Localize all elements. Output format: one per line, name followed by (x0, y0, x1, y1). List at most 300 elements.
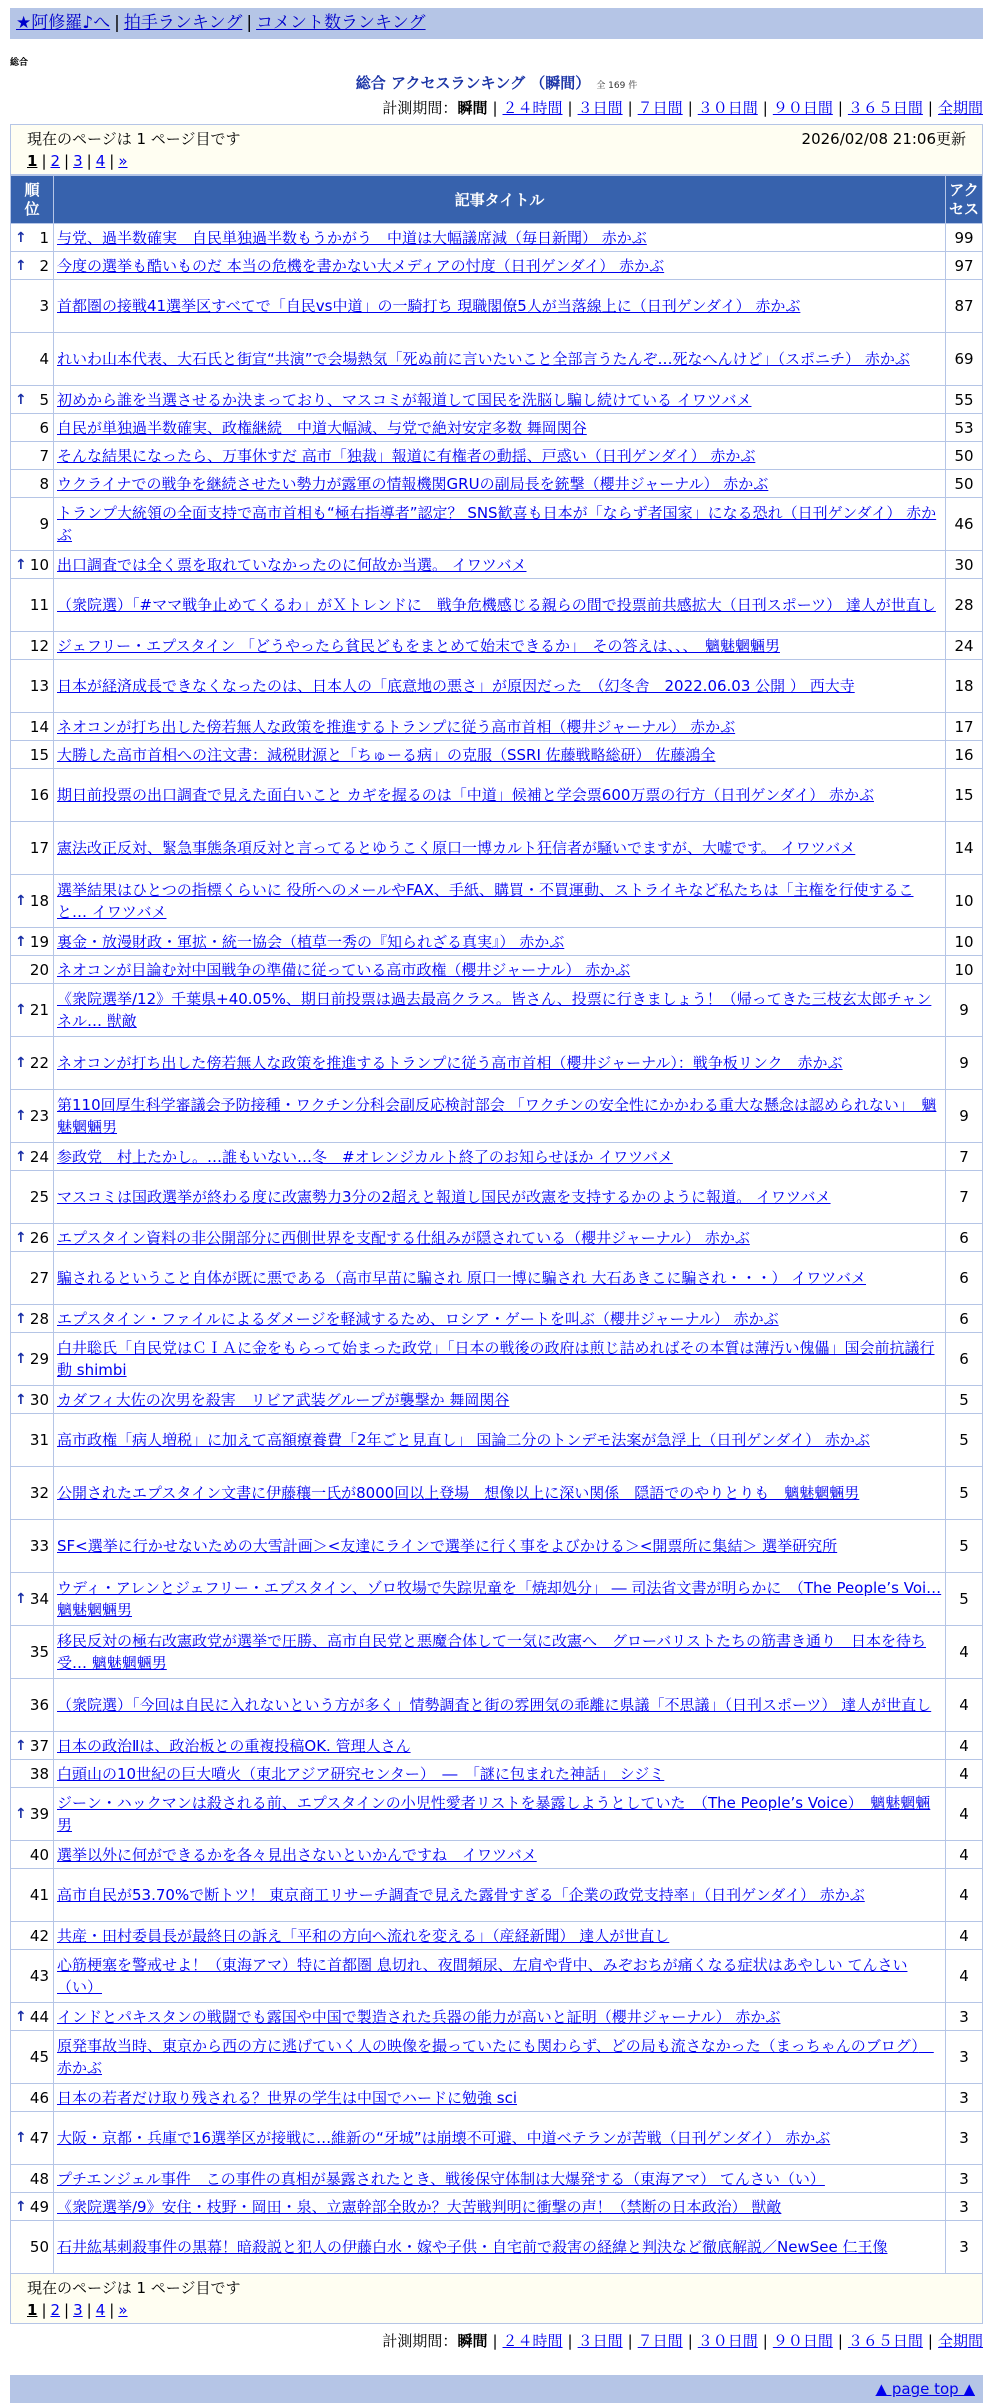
page-link[interactable]: 3 (73, 152, 83, 170)
rank-number: 46 (29, 2088, 49, 2107)
title-cell (54, 414, 946, 442)
rank-number: 9 (39, 515, 49, 533)
link-clap-ranking[interactable]: 拍手ランキング (123, 13, 243, 33)
article-link[interactable]: 出口調査では全く票を取れていなかったのに何故か当選。 イワツバメ (57, 555, 527, 574)
current-page-text: 現在のページは 1 ページ目です (27, 130, 241, 148)
access-count: 87 (946, 280, 983, 333)
rank-cell (11, 333, 54, 386)
article-link[interactable]: 日本の若者だけ取り残される？世界の学生は中国でハードに勉強 sci (57, 2088, 518, 2107)
pager-bottom (27, 2299, 966, 2321)
access-count: 10 (946, 928, 983, 956)
rank-number: 16 (29, 786, 49, 804)
access-count: 5 (946, 1414, 983, 1467)
separator: | (627, 99, 633, 117)
rank-cell (11, 1520, 54, 1573)
article-link[interactable]: 第110回厚生科学審議会予防接種・ワクチン分科会副反応検討部会 「ワクチンの安全性にかかわる重大な懸念は認められない」 魑魅魍魎男 (57, 1096, 937, 1136)
title-cell (54, 551, 946, 579)
access-count: 16 (946, 741, 983, 769)
article-link[interactable]: 心筋梗塞を警戒せよ！（東海アマ）特に首都圏 息切れ、夜間頻尿、左肩や背中、みぞおちが痛くなる症状はあやしい てんさい（い） (57, 1956, 908, 1996)
arrow-up-icon: ↑ (15, 1002, 27, 1018)
article-link[interactable]: 期日前投票の出口調査で見えた面白いこと カギを握るのは「中道」候補と学会票600万票の行方（日刊ゲンダイ） 赤かぶ (57, 786, 874, 804)
article-link[interactable]: 大阪・京都・兵庫で16選挙区が接戦に…維新の“牙城”は崩壊不可避、中道ベテランが苦戦（日刊ゲンダイ） 赤かぶ (57, 2129, 831, 2147)
article-link[interactable]: 裏金・放漫財政・軍拡・統一協会（植草一秀の『知られざる真実』） 赤かぶ (57, 932, 565, 951)
separator: | (687, 99, 693, 117)
rank-cell (11, 498, 54, 551)
access-count: 55 (946, 386, 983, 414)
title-cell (54, 660, 946, 713)
separator: | (567, 2332, 573, 2350)
page-top-link[interactable]: ▲ page top ▲ (875, 2380, 975, 2398)
table-row (11, 1869, 983, 1922)
article-link[interactable]: マスコミは国政選挙が終わる度に改憲勢力3分の2超えと報道し国民が改憲を支持するかのように報道。 イワツバメ (57, 1188, 831, 1206)
next-page-link[interactable]: » (118, 152, 128, 170)
table-row (11, 1573, 983, 1626)
page-current: 1 (27, 2301, 38, 2319)
access-count: 28 (946, 579, 983, 632)
access-count: 9 (946, 1090, 983, 1143)
rank-cell (11, 1950, 54, 2003)
article-link[interactable]: 首都圏の接戦41選挙区すべてで「自民vs中道」の一騎打ち 現職閣僚5人が当落線上に（日刊ゲンダイ） 赤かぶ (57, 297, 801, 315)
access-count: 4 (946, 1679, 983, 1732)
arrow-up-icon: ↑ (15, 391, 27, 408)
table-row (11, 2003, 983, 2031)
period-option[interactable]: ２４時間 (502, 2332, 563, 2350)
rank-cell (11, 1090, 54, 1143)
period-option[interactable]: 全期間 (937, 99, 983, 117)
period-label: 計測期間： (382, 99, 458, 117)
rank-number: 11 (29, 596, 49, 614)
rank-cell (11, 1224, 54, 1252)
article-link[interactable]: 原発事故当時、東京から西の方に逃げていく人の映像を撮っていたにも関わらず、どの局も流さなかった（まっちゃんのブログ） 赤かぶ (57, 2037, 934, 2077)
rank-cell (11, 1171, 54, 1224)
rank-cell (11, 1143, 54, 1171)
rank-cell (11, 1626, 54, 1679)
rank-number: 23 (29, 1107, 49, 1125)
period-option[interactable]: ３日間 (577, 2332, 623, 2350)
table-row (11, 224, 983, 252)
article-link[interactable]: ジェフリー・エプスタイン 「どうやったら貧民どもをまとめて始末できるか」 その答えは、、、 魑魅魍魎男 (57, 636, 780, 655)
title-cell (54, 956, 946, 984)
table-row (11, 1467, 983, 1520)
rank-cell (11, 1869, 54, 1922)
article-link[interactable]: エプスタイン・ファイルによるダメージを軽減するため、ロシア・ゲートを叫ぶ（櫻井ジャーナル） 赤かぶ (57, 1309, 779, 1328)
arrow-up-icon: ↑ (15, 1310, 27, 1327)
rank-cell (11, 1037, 54, 1090)
title-cell (54, 1869, 946, 1922)
table-row (11, 713, 983, 741)
title-cell (54, 1305, 946, 1333)
period-option[interactable]: ２４時間 (502, 99, 563, 117)
access-count: 18 (946, 660, 983, 713)
access-count: 30 (946, 551, 983, 579)
period-option[interactable]: ７日間 (637, 2332, 683, 2350)
access-count: 4 (946, 1626, 983, 1679)
separator: | (837, 2332, 843, 2350)
table-row (11, 386, 983, 414)
title-cell (54, 1841, 946, 1869)
title-cell (54, 252, 946, 280)
table-row (11, 1626, 983, 1679)
title-cell (54, 713, 946, 741)
title-cell (54, 1224, 946, 1252)
article-link[interactable]: （衆院選）「今回は自民に入れないという方が多く」情勢調査と街の雰囲気の乖離に県議「不思議」（日刊スポーツ） 達人が世直し (57, 1696, 932, 1714)
access-count: 3 (946, 2031, 983, 2084)
pager-top (27, 150, 966, 172)
page-current: 1 (27, 152, 38, 170)
table-row (11, 442, 983, 470)
article-link[interactable]: 《衆院選挙/12》千葉県+40.05%、期日前投票は過去最高クラス。皆さん、投票に行きましょう！（帰ってきた三枝玄太郎チャンネル… 獣敵 (57, 990, 932, 1030)
separator: | (86, 2301, 92, 2319)
article-link[interactable]: 大勝した高市首相への注文書：減税財源と「ちゅーる病」の克服（SSRI 佐藤戦略総研） 佐藤鴻全 (57, 745, 716, 764)
title-cell (54, 224, 946, 252)
article-link[interactable]: 初めから誰を当選させるか決まっており、マスコミが報道して国民を洗脳し騙し続けている イワツバメ (57, 390, 752, 409)
article-link[interactable]: ネオコンが打ち出した傍若無人な政策を推進するトランプに従う高市首相（櫻井ジャーナル） 赤かぶ (57, 717, 736, 736)
rank-cell (11, 1573, 54, 1626)
rank-number: 28 (29, 1309, 49, 1328)
title-cell (54, 1788, 946, 1841)
separator: | (687, 2332, 693, 2350)
table-row (11, 1841, 983, 1869)
rank-cell (11, 1467, 54, 1520)
arrow-up-icon: ↑ (15, 2008, 27, 2025)
table-row (11, 1171, 983, 1224)
article-link[interactable]: インドとパキスタンの戦闘でも露国や中国で製造された兵器の能力が高いと証明（櫻井ジャーナル） 赤かぶ (57, 2007, 781, 2026)
updated-time: 2026/02/08 21:06更新 (801, 130, 966, 148)
rank-number: 3 (39, 297, 49, 315)
access-count: 7 (946, 1171, 983, 1224)
article-link[interactable]: 石井紘基刺殺事件の黒幕！暗殺説と犯人の伊藤白水・嫁や子供・自宅前で殺害の経緯と判決など徹底解説／NewSee 仁王像 (57, 2238, 888, 2256)
table-row (11, 2221, 983, 2274)
title-cell (54, 1333, 946, 1386)
access-count: 10 (946, 956, 983, 984)
title-cell (54, 1252, 946, 1305)
title-cell (54, 769, 946, 822)
rank-cell (11, 822, 54, 875)
article-link[interactable]: 与党、過半数確実 自民単独過半数もうかがう 中道は大幅議席減（毎日新聞） 赤かぶ (57, 228, 647, 247)
article-link[interactable]: 白頭山の10世紀の巨大噴火（東北アジア研究センター） ― 「謎に包まれた神話」 シジミ (57, 1764, 665, 1783)
title-cell (54, 2193, 946, 2221)
separator: | (41, 152, 47, 170)
separator: | (567, 99, 573, 117)
article-link[interactable]: そんな結果になったら、万事休すだ 高市「独裁」報道に有権者の動揺、戸惑い（日刊ゲンダイ） 赤かぶ (57, 446, 756, 465)
access-count: 6 (946, 1224, 983, 1252)
link-ashura-home[interactable]: ★阿修羅♪へ (16, 13, 111, 33)
article-link[interactable]: 選挙結果はひとつの指標くらいに 役所へのメールやFAX、手紙、購買・不買運動、ストライキなど私たちは「主権を行使すること… イワツバメ (57, 881, 914, 921)
article-link[interactable]: 選挙以外に何ができるかを各々見出さないといかんですね イワツバメ (57, 1845, 537, 1864)
arrow-up-icon: ↑ (15, 2130, 27, 2146)
title-cell (54, 1732, 946, 1760)
rank-number: 33 (29, 1537, 49, 1555)
table-row (11, 2031, 983, 2084)
table-row (11, 1732, 983, 1760)
separator: | (64, 2301, 70, 2319)
article-link[interactable]: 参政党 村上たかし。…誰もいない…冬 #オレンジカルト終了のお知らせほか イワツバメ (57, 1147, 673, 1166)
ranking-table (10, 175, 983, 2274)
access-count: 5 (946, 1467, 983, 1520)
article-link[interactable]: ネオコンが目論む対中国戦争の準備に従っている高市政権（櫻井ジャーナル） 赤かぶ (57, 960, 631, 979)
article-link[interactable]: SF<選挙に行かせないための大雪計画＞<友達にラインで選挙に行く事をよびかける＞<開票所に集結＞ 選挙研究所 (57, 1537, 838, 1555)
table-row (11, 1037, 983, 1090)
access-count: 53 (946, 414, 983, 442)
period-option: 瞬間 (457, 2332, 488, 2350)
article-link[interactable]: 憲法改正反対、緊急事態条項反対と言ってるとゆうこく原口一博カルト狂信者が騒いでますが、大嘘です。 イワツバメ (57, 839, 856, 857)
access-count: 69 (946, 333, 983, 386)
rank-number: 42 (29, 1926, 49, 1945)
arrow-up-icon: ↑ (15, 1229, 27, 1246)
separator: | (837, 99, 843, 117)
access-count: 99 (946, 224, 983, 252)
rank-cell (11, 414, 54, 442)
rank-number: 31 (29, 1431, 49, 1449)
rank-cell (11, 1333, 54, 1386)
rank-number: 17 (29, 839, 49, 857)
article-link[interactable]: 公開されたエプスタイン文書に伊藤穰一氏が8000回以上登場 想像以上に深い関係 隠語でのやりとりも 魑魅魍魎男 (57, 1484, 860, 1502)
article-link[interactable]: 高市自民が53.70%で断トツ！ 東京商工リサーチ調査で見えた露骨すぎる「企業の政党支持率」（日刊ゲンダイ） 赤かぶ (57, 1886, 865, 1904)
access-count: 50 (946, 470, 983, 498)
col-rank-header: 順位 (11, 176, 54, 224)
access-count: 10 (946, 875, 983, 928)
rank-number: 4 (39, 350, 49, 368)
rank-number: 48 (29, 2169, 49, 2188)
rank-number: 18 (29, 892, 49, 910)
period-option[interactable]: 全期間 (937, 2332, 983, 2350)
access-count: 4 (946, 1788, 983, 1841)
separator: | (109, 2301, 115, 2319)
rank-cell (11, 2165, 54, 2193)
rank-number: 50 (29, 2238, 49, 2256)
article-link[interactable]: プチエンジェル事件 この事件の真相が暴露されたとき、戦後保守体制は大爆発する（東海アマ） てんさい（い） (57, 2169, 825, 2188)
rank-cell (11, 252, 54, 280)
rank-cell (11, 1732, 54, 1760)
table-row (11, 579, 983, 632)
rank-cell (11, 632, 54, 660)
rank-cell (11, 875, 54, 928)
separator: | (762, 99, 768, 117)
article-link[interactable]: ウクライナでの戦争を継続させたい勢力が露軍の情報機関GRUの副局長を銃撃（櫻井ジャーナル） 赤かぶ (57, 474, 769, 493)
access-count: 4 (946, 1732, 983, 1760)
title-cell (54, 333, 946, 386)
table-row (11, 1679, 983, 1732)
title-cell (54, 470, 946, 498)
table-row (11, 280, 983, 333)
rank-cell (11, 551, 54, 579)
article-link[interactable]: 白井聡氏「自民党はＣＩＡに金をもらって始まった政党」「日本の戦後の政府は煎じ詰めればその本質は薄汚い傀儡」国会前抗議行動 shimbi (57, 1339, 935, 1379)
table-row (11, 769, 983, 822)
title-cell (54, 1090, 946, 1143)
period-option: 瞬間 (457, 99, 488, 117)
title-cell (54, 1171, 946, 1224)
table-row (11, 1386, 983, 1414)
rank-cell (11, 660, 54, 713)
title-cell (54, 1386, 946, 1414)
access-count: 17 (946, 713, 983, 741)
rank-number: 29 (29, 1350, 49, 1368)
title-cell (54, 2221, 946, 2274)
access-count: 46 (946, 498, 983, 551)
access-count: 9 (946, 1037, 983, 1090)
separator: | (627, 2332, 633, 2350)
access-count: 3 (946, 2084, 983, 2112)
article-link[interactable]: （衆院選）「#ママ戦争止めてくるわ」がＸトレンドに 戦争危機感じる親らの間で投票前共感拡大（日刊スポーツ） 達人が世直し (57, 596, 936, 614)
title-cell (54, 1626, 946, 1679)
table-row (11, 2165, 983, 2193)
table-row (11, 1252, 983, 1305)
rank-cell (11, 224, 54, 252)
period-selector-bottom (10, 2330, 983, 2351)
rank-cell (11, 2221, 54, 2274)
page-link[interactable]: 2 (50, 2301, 61, 2319)
rank-number: 1 (39, 228, 49, 247)
article-link[interactable]: 自民が単独過半数確実、政権継続 中道大幅減、与党で絶対安定多数 舞岡関谷 (57, 418, 587, 437)
rank-number: 25 (29, 1188, 49, 1206)
separator: | (927, 2332, 933, 2350)
page-link[interactable]: 4 (95, 2301, 106, 2319)
next-page-link[interactable]: » (118, 2301, 128, 2319)
page-info-top (10, 124, 983, 175)
article-link[interactable]: 共産・田村委員長が最終日の訴え「平和の方向へ流れを変える」（産経新聞） 達人が世直し (57, 1926, 670, 1945)
rank-number: 40 (29, 1845, 49, 1864)
period-option[interactable]: ３０日間 (697, 2332, 758, 2350)
table-row (11, 1224, 983, 1252)
page-link[interactable]: 4 (95, 152, 106, 170)
col-count-header: アクセス (946, 176, 983, 224)
arrow-up-icon: ↑ (15, 1148, 27, 1165)
title-cell (54, 579, 946, 632)
period-option[interactable]: ３６５日間 (847, 2332, 923, 2350)
article-link[interactable]: 《衆院選挙/9》安住・枝野・岡田・泉、立憲幹部全敗か？大苦戦判明に衝撃の声！（禁断の日本政治） 獣敵 (57, 2197, 782, 2216)
rank-cell (11, 386, 54, 414)
separator: | (86, 152, 92, 170)
access-count: 5 (946, 1386, 983, 1414)
separator: | (927, 99, 933, 117)
page-link[interactable]: 2 (50, 152, 61, 170)
period-selector-top (10, 97, 983, 118)
rank-number: 13 (29, 677, 49, 695)
period-option[interactable]: ３日間 (577, 99, 623, 117)
access-count: 50 (946, 442, 983, 470)
access-count: 4 (946, 1760, 983, 1788)
article-link[interactable]: 日本が経済成長できなくなったのは、日本人の「底意地の悪さ」が原因だった （幻冬舎 2022.06.03 公開 ） 西大寺 (57, 677, 855, 695)
arrow-up-icon: ↑ (15, 1055, 27, 1071)
title-cell (54, 632, 946, 660)
period-label: 計測期間： (382, 2332, 458, 2350)
arrow-up-icon: ↑ (15, 257, 27, 274)
rank-number: 41 (29, 1886, 49, 1904)
title-cell (54, 498, 946, 551)
rank-cell (11, 769, 54, 822)
rank-number: 36 (29, 1696, 49, 1714)
article-link[interactable]: ネオコンが打ち出した傍若無人な政策を推進するトランプに従う高市首相（櫻井ジャーナル）：戦争板リンク 赤かぶ (57, 1054, 843, 1072)
page-link[interactable]: 3 (73, 2301, 83, 2319)
title-cell (54, 2003, 946, 2031)
article-link[interactable]: 騙されるということ自体が既に悪である（高市早苗に騙され 原口一博に騙され 大石あきこに騙され・・・） イワツバメ (57, 1269, 867, 1287)
rank-number: 26 (29, 1228, 49, 1247)
arrow-up-icon: ↑ (15, 933, 27, 950)
rank-cell (11, 1414, 54, 1467)
article-link[interactable]: ジーン・ハックマンは殺される前、エプスタインの小児性愛者リストを暴露しようとしていた （The People’s Voice） 魑魅魍魎男 (57, 1794, 931, 1834)
period-option[interactable]: ９０日間 (772, 99, 833, 117)
rank-cell (11, 928, 54, 956)
page-info-bottom (10, 2274, 983, 2324)
period-option[interactable]: ９０日間 (772, 2332, 833, 2350)
access-count: 3 (946, 2221, 983, 2274)
article-link[interactable]: カダフィ大佐の次男を殺害 リビア武装グループが襲撃か 舞岡関谷 (57, 1390, 510, 1409)
arrow-up-icon: ↑ (15, 1351, 27, 1367)
access-count: 3 (946, 2112, 983, 2165)
title-cell (54, 442, 946, 470)
rank-number: 32 (29, 1484, 49, 1502)
title-cell (54, 2031, 946, 2084)
title-cell (54, 2165, 946, 2193)
rank-number: 30 (29, 1390, 49, 1409)
rank-cell (11, 1841, 54, 1869)
table-row (11, 470, 983, 498)
access-count: 3 (946, 2193, 983, 2221)
page-title (10, 72, 983, 93)
rank-cell (11, 2193, 54, 2221)
period-option[interactable]: ３６５日間 (847, 99, 923, 117)
title-cell (54, 1414, 946, 1467)
article-link[interactable]: ウディ・アレンとジェフリー・エプスタイン、ゾロ牧場で失踪児童を「焼却処分」 ― 司法省文書が明らかに （The People’s Voi… 魑魅魍魎男 (57, 1579, 942, 1619)
access-count: 9 (946, 984, 983, 1037)
rank-cell (11, 1679, 54, 1732)
access-count: 3 (946, 2165, 983, 2193)
col-title-header: 記事タイトル (54, 176, 946, 224)
rank-number: 24 (29, 1147, 49, 1166)
access-count: 6 (946, 1305, 983, 1333)
table-row (11, 1922, 983, 1950)
rank-cell (11, 1252, 54, 1305)
table-row (11, 1760, 983, 1788)
table-row (11, 1414, 983, 1467)
table-row (11, 2084, 983, 2112)
title-cell (54, 386, 946, 414)
article-link[interactable]: 高市政権「病人増税」に加えて高額療養費「2年ごと見直し」 国論二分のトンデモ法案が急浮上（日刊ゲンダイ） 赤かぶ (57, 1431, 870, 1449)
separator: | (762, 2332, 768, 2350)
period-option[interactable]: ３０日間 (697, 99, 758, 117)
rank-number: 10 (29, 555, 49, 574)
access-count: 97 (946, 252, 983, 280)
rank-number: 44 (29, 2007, 49, 2026)
article-link[interactable]: 移民反対の極右改憲政党が選挙で圧勝、高市自民党と悪魔合体して一気に改憲へ グローバリストたちの筋書き通り 日本を待ち受… 魑魅魍魎男 (57, 1632, 926, 1672)
link-comment-ranking[interactable]: コメント数ランキング (256, 13, 426, 33)
rank-cell (11, 1788, 54, 1841)
rank-cell (11, 984, 54, 1037)
article-link[interactable]: れいわ山本代表、大石氏と街宣“共演”で会場熱気「死ぬ前に言いたいこと全部言うたんぞ…死なへんけど」（スポニチ） 赤かぶ (57, 350, 910, 368)
access-count: 6 (946, 1252, 983, 1305)
rank-cell (11, 1760, 54, 1788)
article-link[interactable]: 日本の政治Ⅱは、政治板との重複投稿OK. 管理人さん (57, 1736, 411, 1755)
access-count: 5 (946, 1573, 983, 1626)
rank-number: 2 (39, 256, 49, 275)
access-count: 7 (946, 1143, 983, 1171)
article-link[interactable]: トランプ大統領の全面支持で高市首相も“極右指導者”認定？ SNS歓喜も日本が「ならず者国家」になる恐れ（日刊ゲンダイ） 赤かぶ (57, 504, 937, 544)
rank-number: 37 (29, 1736, 49, 1755)
rank-cell (11, 579, 54, 632)
access-count: 4 (946, 1869, 983, 1922)
rank-number: 34 (29, 1590, 49, 1608)
period-option[interactable]: ７日間 (637, 99, 683, 117)
article-link[interactable]: 今度の選挙も酷いものだ 本当の危機を書かない大メディアの忖度（日刊ゲンダイ） 赤かぶ (57, 256, 665, 275)
table-row (11, 822, 983, 875)
category-label: 総合 (10, 58, 29, 68)
rank-cell (11, 713, 54, 741)
arrow-up-icon: ↑ (15, 1591, 27, 1607)
table-row (11, 632, 983, 660)
page-top-bar (10, 2375, 983, 2403)
article-link[interactable]: エプスタイン資料の非公開部分に西側世界を支配する仕組みが隠されている（櫻井ジャーナル） 赤かぶ (57, 1228, 750, 1247)
rank-cell (11, 442, 54, 470)
